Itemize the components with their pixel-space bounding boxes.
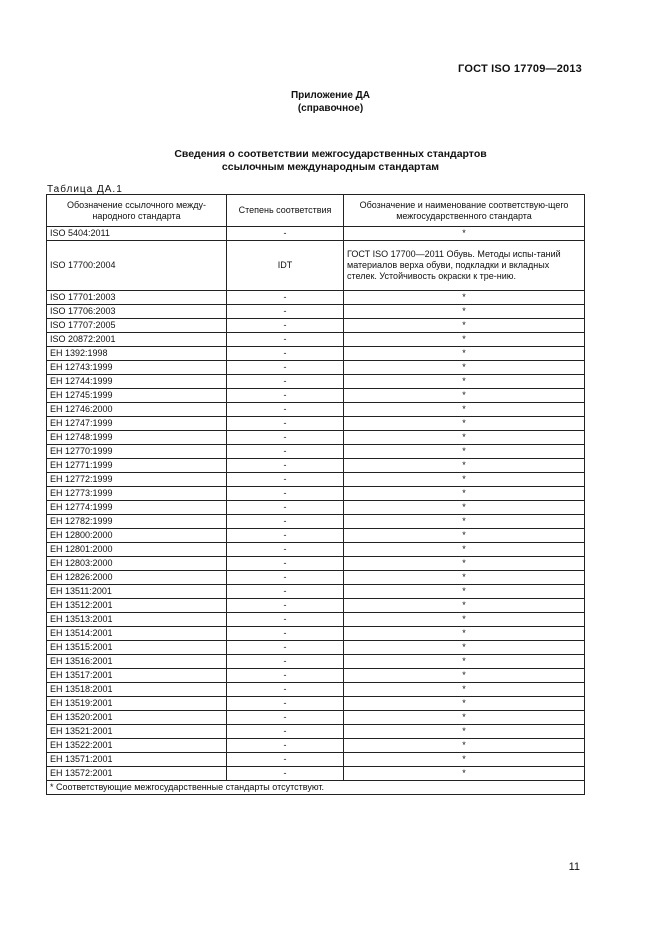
table-row: [47, 543, 585, 557]
cell-reference-standard: ЕН 13515:2001: [47, 641, 227, 655]
cell-national-standard: *: [344, 739, 585, 753]
table-row: [47, 389, 585, 403]
cell-national-standard: *: [344, 305, 585, 319]
document-code: ГОСТ ISO 17709—2013: [458, 63, 582, 75]
cell-national-standard: *: [344, 599, 585, 613]
table-row: [47, 445, 585, 459]
cell-reference-standard: ЕН 12746:2000: [47, 403, 227, 417]
cell-national-standard: *: [344, 543, 585, 557]
cell-reference-standard: ЕН 13516:2001: [47, 655, 227, 669]
table-row: [47, 655, 585, 669]
table-row: [47, 571, 585, 585]
cell-national-standard: *: [344, 417, 585, 431]
cell-national-standard: *: [344, 347, 585, 361]
cell-degree: -: [227, 543, 344, 557]
cell-reference-standard: ЕН 12747:1999: [47, 417, 227, 431]
table-header-row: [47, 195, 585, 227]
cell-degree: -: [227, 641, 344, 655]
cell-reference-standard: ЕН 12744:1999: [47, 375, 227, 389]
cell-degree: -: [227, 613, 344, 627]
table-row: [47, 753, 585, 767]
cell-degree: -: [227, 585, 344, 599]
cell-degree: -: [227, 557, 344, 571]
table-row: [47, 613, 585, 627]
table-row: [47, 417, 585, 431]
cell-national-standard: *: [344, 487, 585, 501]
cell-national-standard: *: [344, 725, 585, 739]
table-row: [47, 697, 585, 711]
cell-degree: -: [227, 445, 344, 459]
cell-degree: -: [227, 571, 344, 585]
cell-degree: -: [227, 711, 344, 725]
table-row: [47, 347, 585, 361]
cell-reference-standard: ЕН 13517:2001: [47, 669, 227, 683]
cell-degree: -: [227, 389, 344, 403]
cell-reference-standard: ЕН 13571:2001: [47, 753, 227, 767]
cell-degree: -: [227, 403, 344, 417]
cell-national-standard: *: [344, 375, 585, 389]
cell-degree: -: [227, 767, 344, 781]
cell-national-standard: *: [344, 669, 585, 683]
cell-degree: -: [227, 459, 344, 473]
table-row: [47, 641, 585, 655]
cell-degree: -: [227, 319, 344, 333]
cell-reference-standard: ЕН 12745:1999: [47, 389, 227, 403]
cell-national-standard: ГОСТ ISO 17700—2011 Обувь. Методы испы-таний материалов верха обуви, подкладки и вкладных стелек. Устойчивость окраски к тре-нию.: [344, 241, 585, 291]
cell-degree: -: [227, 599, 344, 613]
cell-reference-standard: ЕН 12770:1999: [47, 445, 227, 459]
cell-national-standard: *: [344, 459, 585, 473]
cell-national-standard: *: [344, 431, 585, 445]
cell-degree: -: [227, 473, 344, 487]
cell-degree: -: [227, 697, 344, 711]
table-row: [47, 227, 585, 241]
cell-national-standard: *: [344, 585, 585, 599]
cell-reference-standard: ISO 20872:2001: [47, 333, 227, 347]
table-row: [47, 711, 585, 725]
cell-national-standard: *: [344, 361, 585, 375]
cell-national-standard: *: [344, 291, 585, 305]
cell-national-standard: *: [344, 697, 585, 711]
table-body: [47, 227, 585, 781]
table-row: [47, 767, 585, 781]
cell-degree: -: [227, 655, 344, 669]
cell-national-standard: *: [344, 515, 585, 529]
table-note-row: [47, 781, 585, 795]
cell-degree: -: [227, 347, 344, 361]
cell-degree: -: [227, 333, 344, 347]
cell-degree: -: [227, 627, 344, 641]
table-row: [47, 557, 585, 571]
cell-reference-standard: ISO 17706:2003: [47, 305, 227, 319]
cell-degree: -: [227, 669, 344, 683]
cell-national-standard: *: [344, 319, 585, 333]
cell-reference-standard: ЕН 13512:2001: [47, 599, 227, 613]
section-heading: [0, 148, 661, 174]
cell-reference-standard: ЕН 12774:1999: [47, 501, 227, 515]
cell-degree: -: [227, 227, 344, 241]
cell-reference-standard: ISO 17701:2003: [47, 291, 227, 305]
cell-degree: -: [227, 753, 344, 767]
table-row: [47, 669, 585, 683]
table-row: [47, 683, 585, 697]
cell-reference-standard: ЕН 12801:2000: [47, 543, 227, 557]
table-row: [47, 487, 585, 501]
cell-national-standard: *: [344, 501, 585, 515]
table-row: [47, 599, 585, 613]
cell-national-standard: *: [344, 333, 585, 347]
cell-national-standard: *: [344, 683, 585, 697]
table-row: [47, 529, 585, 543]
cell-degree: -: [227, 361, 344, 375]
cell-reference-standard: ЕН 12772:1999: [47, 473, 227, 487]
section-heading-line-1: Сведения о соответствии межгосударственных стандартов: [174, 148, 487, 160]
column-header-national: Обозначение и наименование соответствую-щего межгосударственного стандарта: [344, 195, 585, 227]
cell-reference-standard: ЕН 12773:1999: [47, 487, 227, 501]
cell-degree: -: [227, 417, 344, 431]
cell-reference-standard: ЕН 12782:1999: [47, 515, 227, 529]
annex-block: [0, 89, 661, 115]
cell-degree: -: [227, 739, 344, 753]
cell-national-standard: *: [344, 227, 585, 241]
cell-degree: -: [227, 305, 344, 319]
cell-reference-standard: ЕН 12803:2000: [47, 557, 227, 571]
table-row: [47, 431, 585, 445]
cell-national-standard: *: [344, 655, 585, 669]
cell-degree: -: [227, 487, 344, 501]
cell-reference-standard: ЕН 1392:1998: [47, 347, 227, 361]
column-header-degree: Степень соответствия: [227, 195, 344, 227]
table-row: [47, 361, 585, 375]
cell-national-standard: *: [344, 753, 585, 767]
table-row: [47, 585, 585, 599]
cell-national-standard: *: [344, 627, 585, 641]
table-row: [47, 627, 585, 641]
cell-degree: -: [227, 431, 344, 445]
cell-reference-standard: ЕН 13520:2001: [47, 711, 227, 725]
page-number: 11: [568, 861, 580, 873]
table-caption: Таблица ДА.1: [47, 184, 123, 195]
cell-reference-standard: ЕН 13511:2001: [47, 585, 227, 599]
table-row: [47, 333, 585, 347]
table-row: [47, 291, 585, 305]
cell-degree: -: [227, 291, 344, 305]
annex-subtitle: (справочное): [297, 103, 364, 114]
cell-reference-standard: ЕН 12748:1999: [47, 431, 227, 445]
cell-reference-standard: ISO 17707:2005: [47, 319, 227, 333]
cell-national-standard: *: [344, 767, 585, 781]
cell-degree: -: [227, 515, 344, 529]
table-row: [47, 501, 585, 515]
cell-reference-standard: ЕН 12743:1999: [47, 361, 227, 375]
cell-national-standard: *: [344, 711, 585, 725]
cell-degree: -: [227, 725, 344, 739]
cell-reference-standard: ISO 17700:2004: [47, 241, 227, 291]
annex-title: Приложение ДА: [290, 90, 371, 101]
table-row: [47, 459, 585, 473]
cell-reference-standard: ЕН 12800:2000: [47, 529, 227, 543]
section-heading-line-2: ссылочным международным стандартам: [221, 161, 440, 173]
cell-reference-standard: ЕН 13572:2001: [47, 767, 227, 781]
table-row: [47, 375, 585, 389]
cell-national-standard: *: [344, 389, 585, 403]
cell-degree: -: [227, 683, 344, 697]
column-header-reference: Обозначение ссылочного междy-народного стандарта: [47, 195, 227, 227]
cell-national-standard: *: [344, 613, 585, 627]
cell-reference-standard: ЕН 13513:2001: [47, 613, 227, 627]
cell-degree: -: [227, 501, 344, 515]
cell-reference-standard: ЕН 13518:2001: [47, 683, 227, 697]
table-row: [47, 515, 585, 529]
cell-reference-standard: ЕН 13521:2001: [47, 725, 227, 739]
table-row: [47, 319, 585, 333]
table-row: [47, 473, 585, 487]
cell-reference-standard: ЕН 13519:2001: [47, 697, 227, 711]
table-row: [47, 403, 585, 417]
table-row: [47, 739, 585, 753]
table-note: * Соответствующие межгосударственные стандарты отсутствуют.: [47, 781, 585, 795]
cell-national-standard: *: [344, 403, 585, 417]
cell-national-standard: *: [344, 445, 585, 459]
cell-reference-standard: ISO 5404:2011: [47, 227, 227, 241]
table-row: [47, 241, 585, 291]
correspondence-table: [46, 194, 585, 795]
cell-reference-standard: ЕН 13514:2001: [47, 627, 227, 641]
cell-degree: IDT: [227, 241, 344, 291]
cell-national-standard: *: [344, 641, 585, 655]
cell-national-standard: *: [344, 473, 585, 487]
table-row: [47, 725, 585, 739]
cell-national-standard: *: [344, 529, 585, 543]
cell-reference-standard: ЕН 12826:2000: [47, 571, 227, 585]
cell-reference-standard: ЕН 13522:2001: [47, 739, 227, 753]
cell-degree: -: [227, 375, 344, 389]
cell-reference-standard: ЕН 12771:1999: [47, 459, 227, 473]
cell-national-standard: *: [344, 571, 585, 585]
cell-national-standard: *: [344, 557, 585, 571]
cell-degree: -: [227, 529, 344, 543]
table-row: [47, 305, 585, 319]
